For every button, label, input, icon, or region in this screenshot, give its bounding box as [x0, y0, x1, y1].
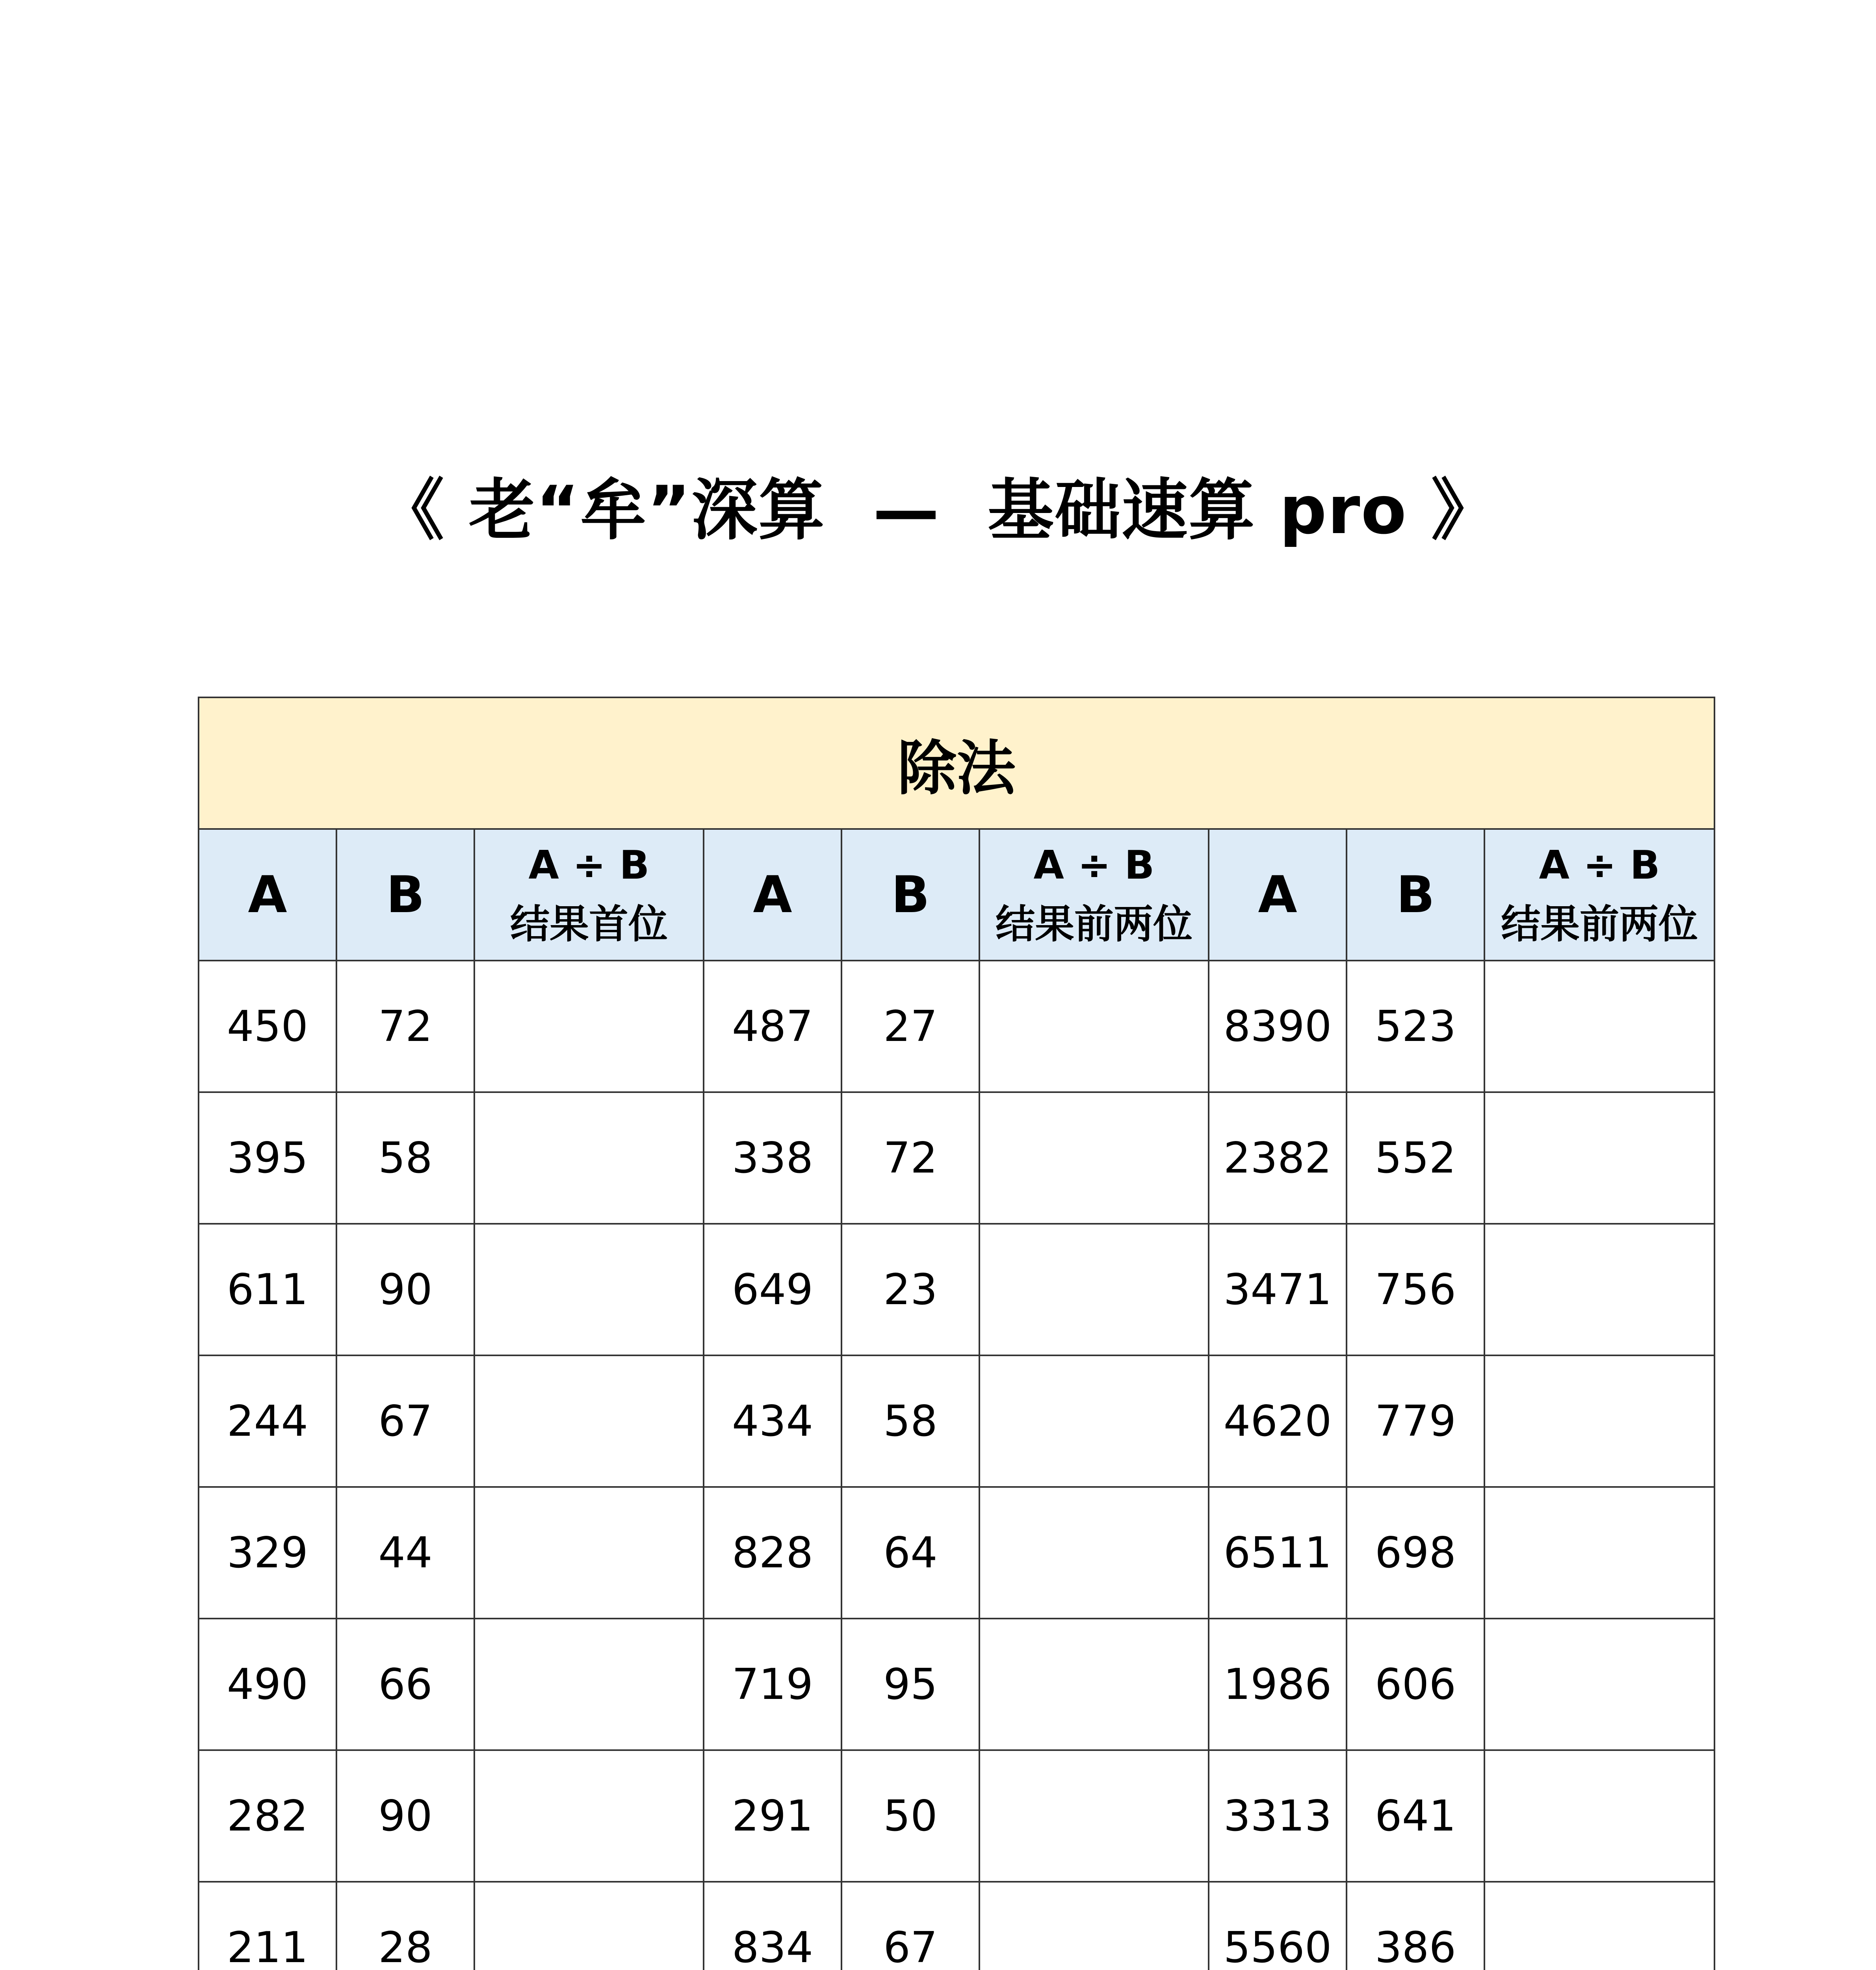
header-b: B [1347, 829, 1484, 961]
dividend-cell: 834 [704, 1882, 841, 1970]
header-result-label: 结果前两位 [996, 901, 1192, 947]
header-a: A [1209, 829, 1347, 961]
divisor-cell: 90 [336, 1224, 474, 1355]
answer-cell[interactable] [979, 1750, 1209, 1882]
answer-cell[interactable] [474, 1750, 704, 1882]
page-title: 《 老“牟”深算 — 基础速算 pro 》 [378, 472, 1498, 549]
banner-row [199, 697, 1714, 829]
dividend-cell: 490 [199, 1619, 336, 1750]
dividend-cell: 719 [704, 1619, 841, 1750]
answer-cell[interactable] [474, 1224, 704, 1355]
answer-cell[interactable] [1484, 1619, 1714, 1750]
table-row [199, 1750, 1714, 1882]
answer-cell[interactable] [979, 961, 1209, 1092]
dividend-cell: 450 [199, 961, 336, 1092]
divisor-cell: 66 [336, 1619, 474, 1750]
divisor-cell: 606 [1347, 1619, 1484, 1750]
divisor-cell: 58 [841, 1355, 979, 1487]
answer-cell[interactable] [474, 1092, 704, 1224]
dividend-cell: 487 [704, 961, 841, 1092]
divisor-cell: 90 [336, 1750, 474, 1882]
dividend-cell: 338 [704, 1092, 841, 1224]
answer-cell[interactable] [474, 1355, 704, 1487]
answer-cell[interactable] [979, 1487, 1209, 1619]
divisor-cell: 95 [841, 1619, 979, 1750]
dividend-cell: 291 [704, 1750, 841, 1882]
divisor-cell: 72 [336, 961, 474, 1092]
answer-cell[interactable] [1484, 1882, 1714, 1970]
answer-cell[interactable] [1484, 1487, 1714, 1619]
dividend-cell: 1986 [1209, 1619, 1347, 1750]
dividend-cell: 3471 [1209, 1224, 1347, 1355]
dividend-cell: 395 [199, 1092, 336, 1224]
answer-cell[interactable] [1484, 1224, 1714, 1355]
answer-cell[interactable] [474, 1882, 704, 1970]
dividend-cell: 4620 [1209, 1355, 1347, 1487]
divisor-cell: 386 [1347, 1882, 1484, 1970]
divisor-cell: 523 [1347, 961, 1484, 1092]
dividend-cell: 434 [704, 1355, 841, 1487]
header-b: B [841, 829, 979, 961]
header-result-formula: A ÷ B [1033, 842, 1155, 888]
answer-cell[interactable] [979, 1355, 1209, 1487]
header-result-formula: A ÷ B [1539, 842, 1660, 888]
dividend-cell: 649 [704, 1224, 841, 1355]
divisor-cell: 72 [841, 1092, 979, 1224]
dividend-cell: 211 [199, 1882, 336, 1970]
dividend-cell: 244 [199, 1355, 336, 1487]
header-result [979, 829, 1209, 961]
divisor-cell: 64 [841, 1487, 979, 1619]
division-worksheet-table [198, 697, 1715, 1970]
header-result-label: 结果前两位 [1501, 901, 1698, 947]
dividend-cell: 5560 [1209, 1882, 1347, 1970]
answer-cell[interactable] [979, 1882, 1209, 1970]
header-result-label: 结果首位 [510, 901, 668, 947]
dividend-cell: 828 [704, 1487, 841, 1619]
table-row [199, 1355, 1714, 1487]
divisor-cell: 67 [336, 1355, 474, 1487]
dividend-cell: 3313 [1209, 1750, 1347, 1882]
answer-cell[interactable] [474, 961, 704, 1092]
dividend-cell: 611 [199, 1224, 336, 1355]
header-b: B [336, 829, 474, 961]
dividend-cell: 8390 [1209, 961, 1347, 1092]
divisor-cell: 27 [841, 961, 979, 1092]
divisor-cell: 67 [841, 1882, 979, 1970]
divisor-cell: 779 [1347, 1355, 1484, 1487]
divisor-cell: 756 [1347, 1224, 1484, 1355]
answer-cell[interactable] [1484, 961, 1714, 1092]
divisor-cell: 44 [336, 1487, 474, 1619]
answer-cell[interactable] [979, 1619, 1209, 1750]
table-row [199, 961, 1714, 1092]
dividend-cell: 282 [199, 1750, 336, 1882]
divisor-cell: 698 [1347, 1487, 1484, 1619]
section-banner: 除法 [199, 697, 1714, 829]
answer-cell[interactable] [474, 1487, 704, 1619]
divisor-cell: 28 [336, 1882, 474, 1970]
dividend-cell: 2382 [1209, 1092, 1347, 1224]
answer-cell[interactable] [1484, 1092, 1714, 1224]
answer-cell[interactable] [1484, 1750, 1714, 1882]
divisor-cell: 641 [1347, 1750, 1484, 1882]
answer-cell[interactable] [979, 1224, 1209, 1355]
header-a: A [704, 829, 841, 961]
answer-cell[interactable] [474, 1619, 704, 1750]
header-row [199, 829, 1714, 961]
divisor-cell: 58 [336, 1092, 474, 1224]
table-row [199, 1092, 1714, 1224]
table-row [199, 1882, 1714, 1970]
header-result [1484, 829, 1714, 961]
header-result-formula: A ÷ B [528, 842, 650, 888]
divisor-cell: 50 [841, 1750, 979, 1882]
divisor-cell: 552 [1347, 1092, 1484, 1224]
header-result [474, 829, 704, 961]
header-a: A [199, 829, 336, 961]
divisor-cell: 23 [841, 1224, 979, 1355]
answer-cell[interactable] [979, 1092, 1209, 1224]
table-row [199, 1224, 1714, 1355]
dividend-cell: 6511 [1209, 1487, 1347, 1619]
table-row [199, 1619, 1714, 1750]
answer-cell[interactable] [1484, 1355, 1714, 1487]
table-row [199, 1487, 1714, 1619]
dividend-cell: 329 [199, 1487, 336, 1619]
